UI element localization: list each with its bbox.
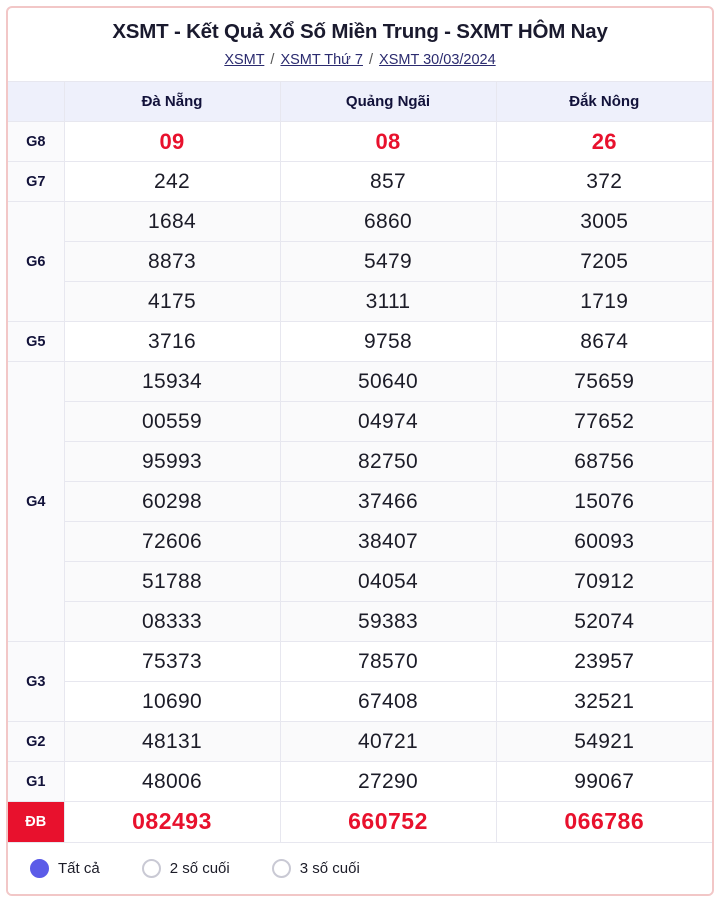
- table-row: [8, 802, 712, 842]
- breadcrumb-separator-2: /: [368, 52, 374, 68]
- prize-value: 15934: [64, 362, 280, 402]
- table-row: [8, 522, 712, 562]
- prize-value: 48131: [64, 722, 280, 762]
- table-row: [8, 482, 712, 522]
- prize-value: 60298: [64, 482, 280, 522]
- radio-option-2-so-cuoi[interactable]: [142, 859, 230, 878]
- prize-label-g4: G4: [8, 362, 64, 642]
- radio-option-tat-ca[interactable]: [30, 859, 100, 878]
- prize-value: 08333: [64, 602, 280, 642]
- header-corner: [8, 82, 64, 122]
- breadcrumb-item-xsmt[interactable]: XSMT: [224, 52, 265, 68]
- prize-value: 54921: [496, 722, 712, 762]
- prize-value: 00559: [64, 402, 280, 442]
- prize-value: 08: [280, 122, 496, 162]
- prize-value: 95993: [64, 442, 280, 482]
- prize-value: 5479: [280, 242, 496, 282]
- prize-value: 660752: [280, 802, 496, 842]
- radio-label-3-so-cuoi: 3 số cuối: [299, 859, 360, 877]
- table-row: [8, 282, 712, 322]
- breadcrumb-item-xsmt-thu-7[interactable]: XSMT Thứ 7: [280, 52, 363, 68]
- breadcrumb-separator-1: /: [270, 52, 275, 68]
- prize-value: 72606: [64, 522, 280, 562]
- prize-value: 3716: [64, 322, 280, 362]
- prize-value: 48006: [64, 762, 280, 802]
- radio-icon[interactable]: [142, 859, 161, 878]
- radio-label-tat-ca: Tất cả: [58, 859, 100, 877]
- table-row: [8, 682, 712, 722]
- results-table: [8, 81, 712, 842]
- prize-value: 38407: [280, 522, 496, 562]
- page-title: XSMT - Kết Quả Xổ Số Miền Trung - SXMT HÔM Nay: [112, 20, 608, 43]
- prize-value: 082493: [64, 802, 280, 842]
- table-row: [8, 362, 712, 402]
- prize-value: 50640: [280, 362, 496, 402]
- prize-value: 59383: [280, 602, 496, 642]
- prize-value: 70912: [496, 562, 712, 602]
- table-row: [8, 602, 712, 642]
- prize-label-g3: G3: [8, 642, 64, 722]
- column-header-dak-nong: Đắk Nông: [496, 82, 712, 122]
- prize-value: 67408: [280, 682, 496, 722]
- prize-value: 04054: [280, 562, 496, 602]
- prize-value: 51788: [64, 562, 280, 602]
- prize-label-g6: G6: [8, 202, 64, 322]
- table-row: [8, 322, 712, 362]
- prize-value: 68756: [496, 442, 712, 482]
- column-header-da-nang: Đà Nẵng: [64, 82, 280, 122]
- prize-value: 04974: [280, 402, 496, 442]
- prize-value: 75373: [64, 642, 280, 682]
- prize-value: 372: [496, 162, 712, 202]
- prize-value: 10690: [64, 682, 280, 722]
- prize-value: 4175: [64, 282, 280, 322]
- prize-value: 066786: [496, 802, 712, 842]
- table-row: [8, 202, 712, 242]
- prize-value: 60093: [496, 522, 712, 562]
- prize-value: 40721: [280, 722, 496, 762]
- prize-value: 8873: [64, 242, 280, 282]
- table-row: [8, 402, 712, 442]
- prize-value: 1684: [64, 202, 280, 242]
- prize-value: 242: [64, 162, 280, 202]
- prize-value: 78570: [280, 642, 496, 682]
- table-row: [8, 562, 712, 602]
- prize-value: 26: [496, 122, 712, 162]
- table-row: [8, 442, 712, 482]
- results-table-header: [8, 82, 712, 122]
- table-header-row: [8, 82, 712, 122]
- breadcrumb: [8, 48, 712, 81]
- prize-label-g7: G7: [8, 162, 64, 202]
- prize-label-g1: G1: [8, 762, 64, 802]
- results-table-body: [8, 122, 712, 842]
- breadcrumb-item-xsmt-date[interactable]: XSMT 30/03/2024: [379, 52, 496, 68]
- prize-value: 99067: [496, 762, 712, 802]
- table-row: [8, 722, 712, 762]
- prize-value: 77652: [496, 402, 712, 442]
- prize-value: 9758: [280, 322, 496, 362]
- prize-value: 8674: [496, 322, 712, 362]
- prize-label-g8: G8: [8, 122, 64, 162]
- prize-value: 27290: [280, 762, 496, 802]
- radio-icon[interactable]: [272, 859, 291, 878]
- prize-value: 15076: [496, 482, 712, 522]
- radio-icon-selected[interactable]: [30, 859, 49, 878]
- prize-value: 3005: [496, 202, 712, 242]
- prize-value: 09: [64, 122, 280, 162]
- table-row: [8, 762, 712, 802]
- column-header-quang-ngai: Quảng Ngãi: [280, 82, 496, 122]
- table-row: [8, 122, 712, 162]
- radio-label-2-so-cuoi: 2 số cuối: [169, 859, 230, 877]
- table-row: [8, 642, 712, 682]
- prize-value: 857: [280, 162, 496, 202]
- table-row: [8, 162, 712, 202]
- prize-value: 32521: [496, 682, 712, 722]
- prize-label-db: ĐB: [8, 802, 64, 842]
- prize-value: 7205: [496, 242, 712, 282]
- lottery-results-card: [6, 6, 714, 896]
- prize-value: 23957: [496, 642, 712, 682]
- prize-value: 1719: [496, 282, 712, 322]
- table-row: [8, 242, 712, 282]
- prize-value: 6860: [280, 202, 496, 242]
- prize-value: 75659: [496, 362, 712, 402]
- filter-options: [8, 842, 712, 894]
- prize-value: 3111: [280, 282, 496, 322]
- prize-label-g5: G5: [8, 322, 64, 362]
- prize-value: 82750: [280, 442, 496, 482]
- prize-label-g2: G2: [8, 722, 64, 762]
- prize-value: 37466: [280, 482, 496, 522]
- radio-option-3-so-cuoi[interactable]: [272, 859, 360, 878]
- prize-value: 52074: [496, 602, 712, 642]
